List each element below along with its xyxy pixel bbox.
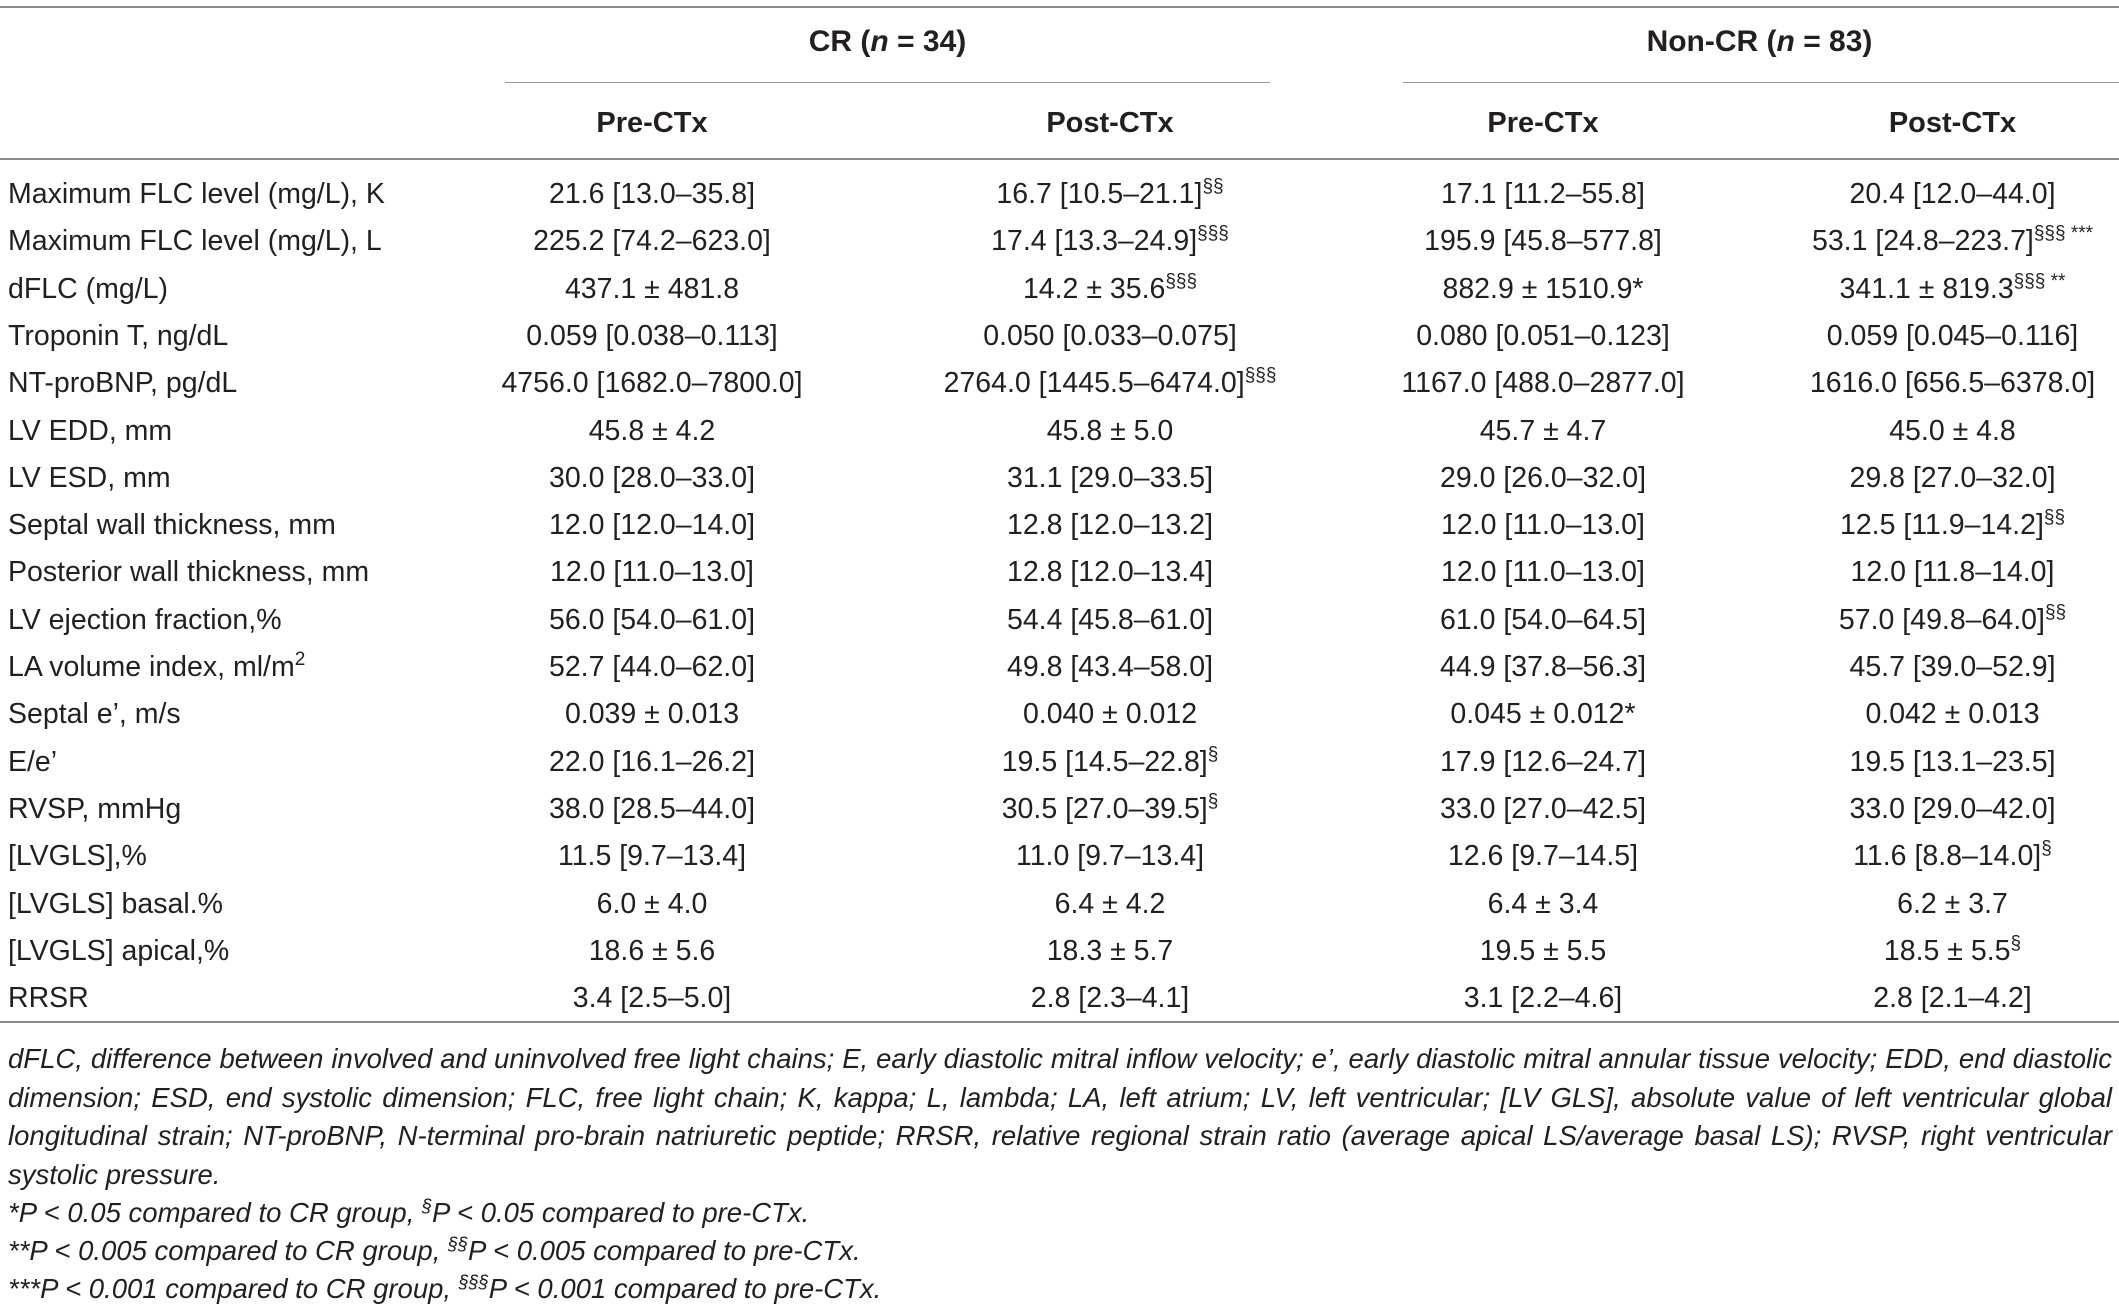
group-header-cr: CR (n = 34) [808, 25, 967, 58]
cell-noncr-pre: 45.7 ± 4.7 [1479, 414, 1607, 447]
cell-noncr-pre: 0.045 ± 0.012* [1450, 698, 1636, 731]
cell-noncr-post: 1616.0 [656.5–6378.0] [1809, 367, 2096, 400]
cell-noncr-pre: 61.0 [54.0–64.5] [1439, 603, 1646, 636]
cell-noncr-pre: 17.9 [12.6–24.7] [1439, 745, 1646, 778]
table-row [0, 549, 2119, 596]
row-label: Septal e’, m/s [8, 698, 181, 731]
cell-cr-post: 11.0 [9.7–13.4] [1015, 840, 1205, 873]
row-label: E/e’ [8, 745, 58, 778]
cell-cr-post: 30.5 [27.0–39.5]§ [1001, 790, 1219, 825]
group-rule-noncr [1403, 82, 2119, 83]
subheader-cr-post: Post-CTx [1046, 107, 1174, 139]
cell-noncr-post: 0.042 ± 0.013 [1865, 698, 2040, 731]
cell-cr-pre: 21.6 [13.0–35.8] [548, 178, 755, 210]
top-rule [0, 6, 2119, 8]
table-row [0, 644, 2119, 691]
cell-cr-post: 0.050 [0.033–0.075] [983, 319, 1237, 352]
group-header-noncr: Non-CR (n = 83) [1646, 25, 1873, 58]
cell-cr-pre: 12.0 [12.0–14.0] [548, 509, 755, 542]
cell-cr-post: 6.4 ± 4.2 [1054, 887, 1166, 920]
cell-noncr-pre: 33.0 [27.0–42.5] [1439, 792, 1646, 825]
cell-noncr-pre: 12.0 [11.0–13.0] [1441, 556, 1645, 589]
cell-cr-post: 49.8 [43.4–58.0] [1006, 651, 1213, 683]
cell-noncr-pre: 882.9 ± 1510.9* [1442, 272, 1644, 305]
cell-noncr-pre: 17.1 [11.2–55.8] [1441, 178, 1645, 210]
table-row [0, 691, 2119, 738]
significance-note-2: **P < 0.005 compared to CR group, §§P < 0.005 compared to pre-CTx. [8, 1234, 861, 1266]
cell-noncr-post: 18.5 ± 5.5§ [1883, 932, 2022, 967]
subheader-noncr-post: Post-CTx [1888, 107, 2017, 139]
row-label: Posterior wall thickness, mm [8, 556, 370, 589]
cell-cr-pre: 12.0 [11.0–13.0] [550, 556, 754, 589]
table-row [0, 360, 2119, 407]
row-label: Septal wall thickness, mm [8, 509, 336, 542]
cell-cr-pre: 56.0 [54.0–61.0] [548, 603, 755, 636]
row-label: RVSP, mmHg [8, 792, 182, 825]
bottom-rule [0, 1021, 2119, 1023]
cell-cr-pre: 225.2 [74.2–623.0] [533, 225, 771, 258]
significance-note-3: ***P < 0.001 compared to CR group, §§§P < 0.001 compared to pre-CTx. [8, 1272, 882, 1304]
cell-noncr-post: 0.059 [0.045–0.116] [1826, 319, 2079, 352]
cell-noncr-post: 20.4 [12.0–44.0] [1849, 178, 2056, 210]
table-row [0, 313, 2119, 360]
cell-noncr-pre: 29.0 [26.0–32.0] [1439, 461, 1646, 494]
abbreviations-footnote: dFLC, difference between involved and uninvolved free light chains; E, early diastolic mitral inflow velocity; e’, early diastolic mitral annular tissue velocity; EDD, end diastolic dimension; ESD, end systolic dimension; FLC, free light chain; K, kappa; L, lambda; LA, left atrium; LV, left ventricular; [LV GLS], absolute value of left ventricular global longitudinal strain; NT-proBNP, N-terminal pro-brain natriuretic peptide; RRSR, relative regional strain ratio (average apical LS/average basal LS); RVSP, right ventricular systolic pressure. [8, 1043, 2112, 1190]
row-label: [LVGLS] apical,% [8, 934, 230, 967]
table-row [0, 975, 2119, 1022]
cell-noncr-post: 19.5 [13.1–23.5] [1849, 745, 2056, 778]
table-row [0, 786, 2119, 833]
cell-cr-post: 12.8 [12.0–13.4] [1006, 556, 1213, 589]
subheader-noncr-pre: Pre-CTx [1487, 107, 1599, 139]
cell-cr-post: 45.8 ± 5.0 [1046, 414, 1174, 447]
row-label: [LVGLS] basal.% [8, 887, 223, 920]
row-label: Maximum FLC level (mg/L), L [8, 225, 382, 258]
cell-cr-post: 14.2 ± 35.6§§§ [1022, 270, 1198, 305]
row-label: Troponin T, ng/dL [8, 319, 229, 352]
cell-cr-post: 17.4 [13.3–24.9]§§§ [991, 223, 1229, 258]
cell-noncr-post: 6.2 ± 3.7 [1897, 887, 2008, 920]
cell-cr-post: 12.8 [12.0–13.2] [1006, 509, 1213, 542]
row-label: LA volume index, $ml/m^2$ [8, 649, 306, 683]
cell-noncr-pre: 19.5 ± 5.5 [1479, 934, 1607, 967]
cell-cr-pre: 11.5 [9.7–13.4] [557, 840, 747, 873]
cell-noncr-post: 33.0 [29.0–42.0] [1849, 792, 2056, 825]
table-row [0, 833, 2119, 880]
cell-noncr-post: 53.1 [24.8–223.7]§§§ *** [1811, 223, 2094, 258]
cell-noncr-pre: 3.1 [2.2–4.6] [1463, 982, 1623, 1015]
cell-noncr-pre: 0.080 [0.051–0.123] [1416, 319, 1670, 352]
cell-cr-post: 0.040 ± 0.012 [1022, 698, 1198, 731]
row-label: LV ejection fraction,% [8, 603, 282, 636]
table-row [0, 266, 2119, 313]
cell-cr-pre: 52.7 [44.0–62.0] [548, 651, 755, 683]
cell-noncr-post: 11.6 [8.8–14.0]§ [1853, 838, 2052, 873]
table-row [0, 597, 2119, 644]
cell-cr-post: 18.3 ± 5.7 [1046, 934, 1174, 967]
table-row [0, 408, 2119, 455]
cell-cr-pre: 6.0 ± 4.0 [596, 887, 708, 920]
cell-cr-pre: 437.1 ± 481.8 [564, 272, 740, 305]
row-label: dFLC (mg/L) [8, 272, 168, 305]
subheader-cr-pre: Pre-CTx [596, 107, 708, 139]
cell-cr-post: 2.8 [2.3–4.1] [1030, 982, 1190, 1015]
cell-noncr-post: 341.1 ± 819.3§§§ ** [1839, 270, 2066, 305]
cell-cr-post: 31.1 [29.0–33.5] [1006, 461, 1213, 494]
group-rule-cr [505, 82, 1270, 83]
cell-noncr-post: 57.0 [49.8–64.0]§§ [1838, 601, 2067, 636]
table-row [0, 739, 2119, 786]
table-row [0, 171, 2119, 218]
cell-cr-pre: 30.0 [28.0–33.0] [548, 461, 755, 494]
cell-noncr-post: 12.5 [11.9–14.2]§§ [1839, 507, 2066, 542]
cell-cr-pre: 18.6 ± 5.6 [588, 934, 716, 967]
cell-cr-pre: 22.0 [16.1–26.2] [548, 745, 755, 778]
cell-cr-pre: 4756.0 [1682.0–7800.0] [501, 367, 803, 400]
table-row [0, 881, 2119, 928]
cell-noncr-pre: 44.9 [37.8–56.3] [1439, 651, 1646, 683]
table-row [0, 218, 2119, 265]
row-label: RRSR [8, 982, 89, 1015]
row-label: [LVGLS],% [8, 840, 147, 873]
row-label: LV EDD, mm [8, 414, 173, 447]
cell-cr-post: 54.4 [45.8–61.0] [1006, 603, 1213, 636]
cell-cr-post: 16.7 [10.5–21.1]§§ [996, 176, 1224, 210]
cell-cr-pre: 0.059 [0.038–0.113] [526, 319, 778, 352]
cell-cr-post: 19.5 [14.5–22.8]§ [1001, 743, 1219, 778]
cell-cr-pre: 3.4 [2.5–5.0] [572, 982, 732, 1015]
cell-noncr-post: 2.8 [2.1–4.2] [1873, 982, 2032, 1015]
cell-cr-pre: 0.039 ± 0.013 [564, 698, 740, 731]
table-row [0, 455, 2119, 502]
cell-noncr-post: 12.0 [11.8–14.0] [1850, 556, 2055, 589]
cell-cr-pre: 38.0 [28.5–44.0] [548, 792, 755, 825]
cell-cr-post: 2764.0 [1445.5–6474.0]§§§ [943, 365, 1277, 400]
cell-noncr-pre: 195.9 [45.8–577.8] [1424, 225, 1662, 258]
table-row [0, 502, 2119, 549]
cell-cr-pre: 45.8 ± 4.2 [588, 414, 716, 447]
header-rule [0, 158, 2119, 160]
cell-noncr-post: 45.7 [39.0–52.9] [1849, 651, 2056, 683]
cell-noncr-pre: 1167.0 [488.0–2877.0] [1401, 367, 1685, 400]
table-row [0, 928, 2119, 975]
cell-noncr-post: 45.0 ± 4.8 [1889, 414, 2016, 447]
cell-noncr-pre: 6.4 ± 3.4 [1487, 887, 1599, 920]
significance-note-1: *P < 0.05 compared to CR group, §P < 0.05 compared to pre-CTx. [8, 1196, 810, 1228]
cell-noncr-post: 29.8 [27.0–32.0] [1849, 461, 2056, 494]
row-label: Maximum FLC level (mg/L), K [8, 178, 385, 210]
cell-noncr-pre: 12.0 [11.0–13.0] [1441, 509, 1645, 542]
cell-noncr-pre: 12.6 [9.7–14.5] [1447, 840, 1639, 873]
row-label: LV ESD, mm [8, 461, 171, 494]
row-label: NT-proBNP, pg/dL [8, 367, 238, 400]
